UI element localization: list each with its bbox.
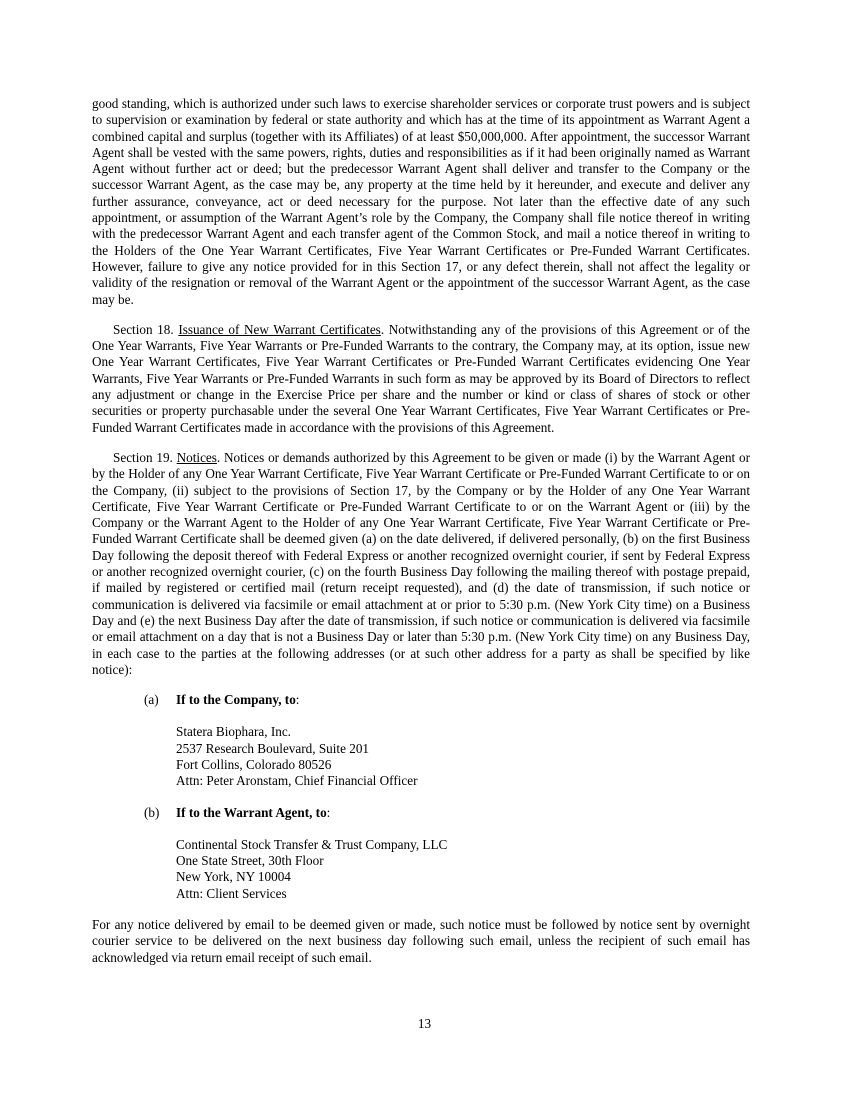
- document-body: [92, 96, 750, 980]
- warrant-agent-address-block: [92, 837, 750, 902]
- paragraph-section-19: [92, 450, 750, 678]
- page-number: 13: [417, 1016, 432, 1031]
- address-line: Fort Collins, Colorado 80526: [176, 756, 332, 772]
- section-19-number: Section 19.: [113, 449, 177, 465]
- notice-company-heading-row: [92, 692, 750, 708]
- address-line: Continental Stock Transfer & Trust Company, LLC: [176, 836, 448, 852]
- list-label-a: (a): [144, 692, 159, 708]
- section-19-heading: Notices: [176, 449, 217, 465]
- notice-warrant-agent-heading-colon: :: [326, 804, 331, 820]
- list-label-b: (b): [144, 804, 160, 820]
- address-line: Attn: Peter Aronstam, Chief Financial Officer: [176, 773, 418, 789]
- notice-company-heading: If to the Company, to: [176, 692, 296, 708]
- section-18-number: Section 18.: [113, 321, 179, 337]
- notice-warrant-agent-heading: If to the Warrant Agent, to: [176, 804, 327, 820]
- notice-address-warrant-agent: [92, 805, 750, 902]
- notice-warrant-agent-heading-row: [92, 805, 750, 821]
- notice-address-company: [92, 692, 750, 789]
- address-line: One State Street, 30th Floor: [176, 853, 324, 869]
- address-line: 2537 Research Boulevard, Suite 201: [176, 740, 370, 756]
- address-line: Attn: Client Services: [176, 885, 287, 901]
- section-19-body: . Notices or demands authorized by this Agreement to be given or made (i) by the Warrant Agent or by the Holder of any One Year Warrant Certificate, Five Year Warrant Certificate or Pre-Funded Warrant Certificate to or on the Company, (ii) subject to the provisions of Section 17, by the Company or by the Holder of any One Year Warrant Certificate, Five Year Warrant Certificate or Pre-Funded Warrant Certificate to or on the Warrant Agent or (iii) by the Company or the Warrant Agent to the Holder of any One Year Warrant Certificate, Five Year Warrant Certificate or Pre-Funded Warrant Certificate shall be deemed given (a) on the date delivered, if delivered personally, (b) on the first Business Day following the deposit thereof with Federal Express or another recognized overnight courier, if sent by Federal Express or another recognized overnight courier, (c) on the fourth Business Day following the mailing thereof with postage prepaid, if mailed by registered or certified mail (return receipt requested), and (d) the date of transmission, if such notice or communication is delivered via facsimile or email attachment at or prior to 5:30 p.m. (New York City time) on a Business Day and (e) the next Business Day after the date of transmission, if such notice or communication is delivered via facsimile or email attachment on a day that is not a Business Day or later than 5:30 p.m. (New York City time) on any Business Day, in each case to the parties at the following addresses (or at such other address for a party as shall be specified by like notice):: [92, 449, 750, 677]
- address-line: Statera Biophara, Inc.: [176, 724, 291, 740]
- notice-company-heading-colon: :: [295, 692, 300, 708]
- paragraph-email-notice: For any notice delivered by email to be deemed given or made, such notice must be followed by notice sent by overnight courier service to be delivered on the next business day following such email, unless the recipient of such email has acknowledged via return email receipt of such email.: [92, 917, 750, 965]
- address-line: New York, NY 10004: [176, 869, 291, 885]
- paragraph-section17-continuation: good standing, which is authorized under such laws to exercise shareholder services or corporate trust powers and is subject to supervision or examination by federal or state authority and which has at the time of its appointment as Warrant Agent a combined capital and surplus (together with its Affiliates) of at least $50,000,000. After appointment, the successor Warrant Agent shall be vested with the same powers, rights, duties and responsibilities as if it had been originally named as Warrant Agent without further act or deed; but the predecessor Warrant Agent shall deliver and transfer to the Company or the successor Warrant Agent, as the case may be, any property at the time held by it hereunder, and execute and deliver any further assurance, conveyance, act or deed necessary for the purpose. Not later than the effective date of any such appointment, or assumption of the Warrant Agent’s role by the Company, the Company shall file notice thereof in writing with the predecessor Warrant Agent and each transfer agent of the Common Stock, and mail a notice thereof in writing to the Holders of the One Year Warrant Certificates, Five Year Warrant Certificates or Pre-Funded Warrant Certificates. However, failure to give any notice provided for in this Section 17, or any defect therein, shall not affect the legality or validity of the resignation or removal of the Warrant Agent or the appointment of the successor Warrant Agent, as the case may be.: [92, 96, 750, 307]
- company-address-block: [92, 724, 750, 789]
- paragraph-section-18: [92, 322, 750, 436]
- section-18-body: . Notwithstanding any of the provisions of this Agreement or of the One Year Warrants, Five Year Warrants or Pre-Funded Warrants to the contrary, the Company may, at its option, issue new One Year Warrant Certificates, Five Year Warrant Certificates or Pre-Funded Warrant Certificates evidencing One Year Warrants, Five Year Warrants or Pre-Funded Warrants in such form as may be approved by its Board of Directors to reflect any adjustment or change in the Exercise Price per share and the number or kind or class of shares of stock or other securities or property purchasable under the several One Year Warrant Certificates, Five Year Warrant Certificates or Pre-Funded Warrant Certificates made in accordance with the provisions of this Agreement.: [92, 321, 751, 435]
- section-18-heading: Issuance of New Warrant Certificates: [178, 321, 381, 337]
